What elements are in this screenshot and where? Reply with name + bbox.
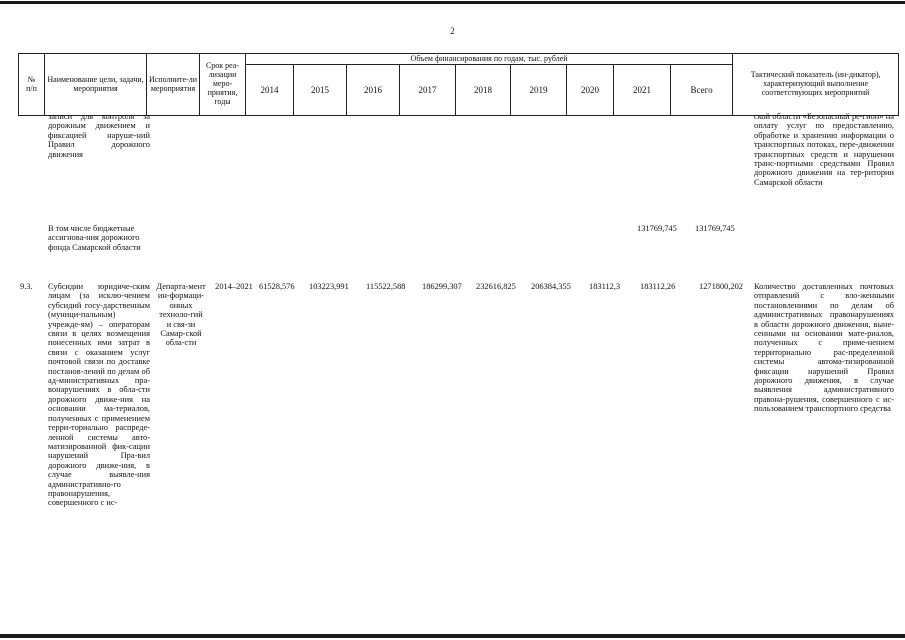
row-value-total: 1271800,202 [699,282,743,291]
header-total: Всего [671,65,733,116]
continuation-name-text: записи для контроля за дорожным движением и фиксацией наруше-ний Правил дорожного движения [48,112,150,159]
header-term: Срок реа-лизации меро-приятия, годы [200,54,246,116]
header-year: 2016 [347,65,400,116]
row-term: 2014–2021 [215,282,253,291]
subtotal-total: 131769,745 [695,224,735,233]
header-year: 2018 [456,65,511,116]
row-value-2017: 186299,307 [422,282,462,291]
row-value-2018: 232616,825 [476,282,516,291]
header-num: № п/п [19,54,45,116]
row-executor: Департа-мент ин-формаци-онных техноло-гий и свя-зи Самар-ской обла-сти [156,282,206,348]
continuation-indicator-text: ской области «Безопасный ре-гион» на оплату услуг по предоставлению, обработке и хранению информации о транспортных потоках, пере-движении транспортных средств и нарушении транс-портными средствами Правил дорожного движения на тер-ритории Самарской области [754,112,894,187]
row-value-2016: 115522,588 [366,282,406,291]
row-value-2015: 103223,991 [309,282,349,291]
header-year: 2020 [567,65,614,116]
subtotal-label: В том числе бюджетные ассигнова-ния дорожного фонда Самарской области [48,224,141,252]
row-name-text: Субсидии юридиче-ским лицам (за исклю-чением субсидий госу-дарственным (муници-пальным) учрежде-ям) – операторам связи в целях возмещения понесенных ими затрат в связи с оказанием услуг почтовой связи по доставке постанов-лений по делам об ад-министративных пра-вонарушениях в обла-сти дорожного движе-ния на основании ма-териалов, полученных с применением терри-ториально распреде-ленной системы авто-матизированной фик-сации нарушений Пра-вил дорожного движе-ния, в случае выявле-ния административно-го правонарушения, совершенного с ис- [48,282,150,508]
row-value-2021: 183112,26 [640,282,676,291]
header-financing-group: Объем финансирования по годам, тыс. рублей [246,54,733,65]
subtotal-value-2021: 131769,745 [637,224,677,233]
header-name: Наименование цели, задачи, мероприятия [45,54,147,116]
header-year: 2021 [614,65,671,116]
header-year: 2017 [400,65,456,116]
row-indicator-text: Количество доставленных почтовых отправлений с вло-женными постановлениями по делам об административных правонарушениях в области дорожного движения, выне-сенными на основании мате-риалов, полученных с приме-нением территориально рас-пределенной системы автома-тизированной фиксации нарушений Правил дорожного движения, в случае выявления административного правона-рушения, совершенного с ис-пользованием транспортного средства [754,282,894,414]
row-value-2014: 61528,576 [259,282,295,291]
row-number: 9.3. [20,282,33,291]
page-number: 2 [450,26,455,36]
header-executor: Исполните-ли мероприятия [147,54,200,116]
header-year: 2019 [511,65,567,116]
header-year: 2015 [294,65,347,116]
header-indicator: Тактический показатель (ин-дикатор), характеризующий выполнение соответствующих мероприятий [733,54,899,116]
row-value-2019: 206384,355 [531,282,571,291]
row-value-2020: 183112,3 [589,282,621,291]
header-year: 2014 [246,65,294,116]
